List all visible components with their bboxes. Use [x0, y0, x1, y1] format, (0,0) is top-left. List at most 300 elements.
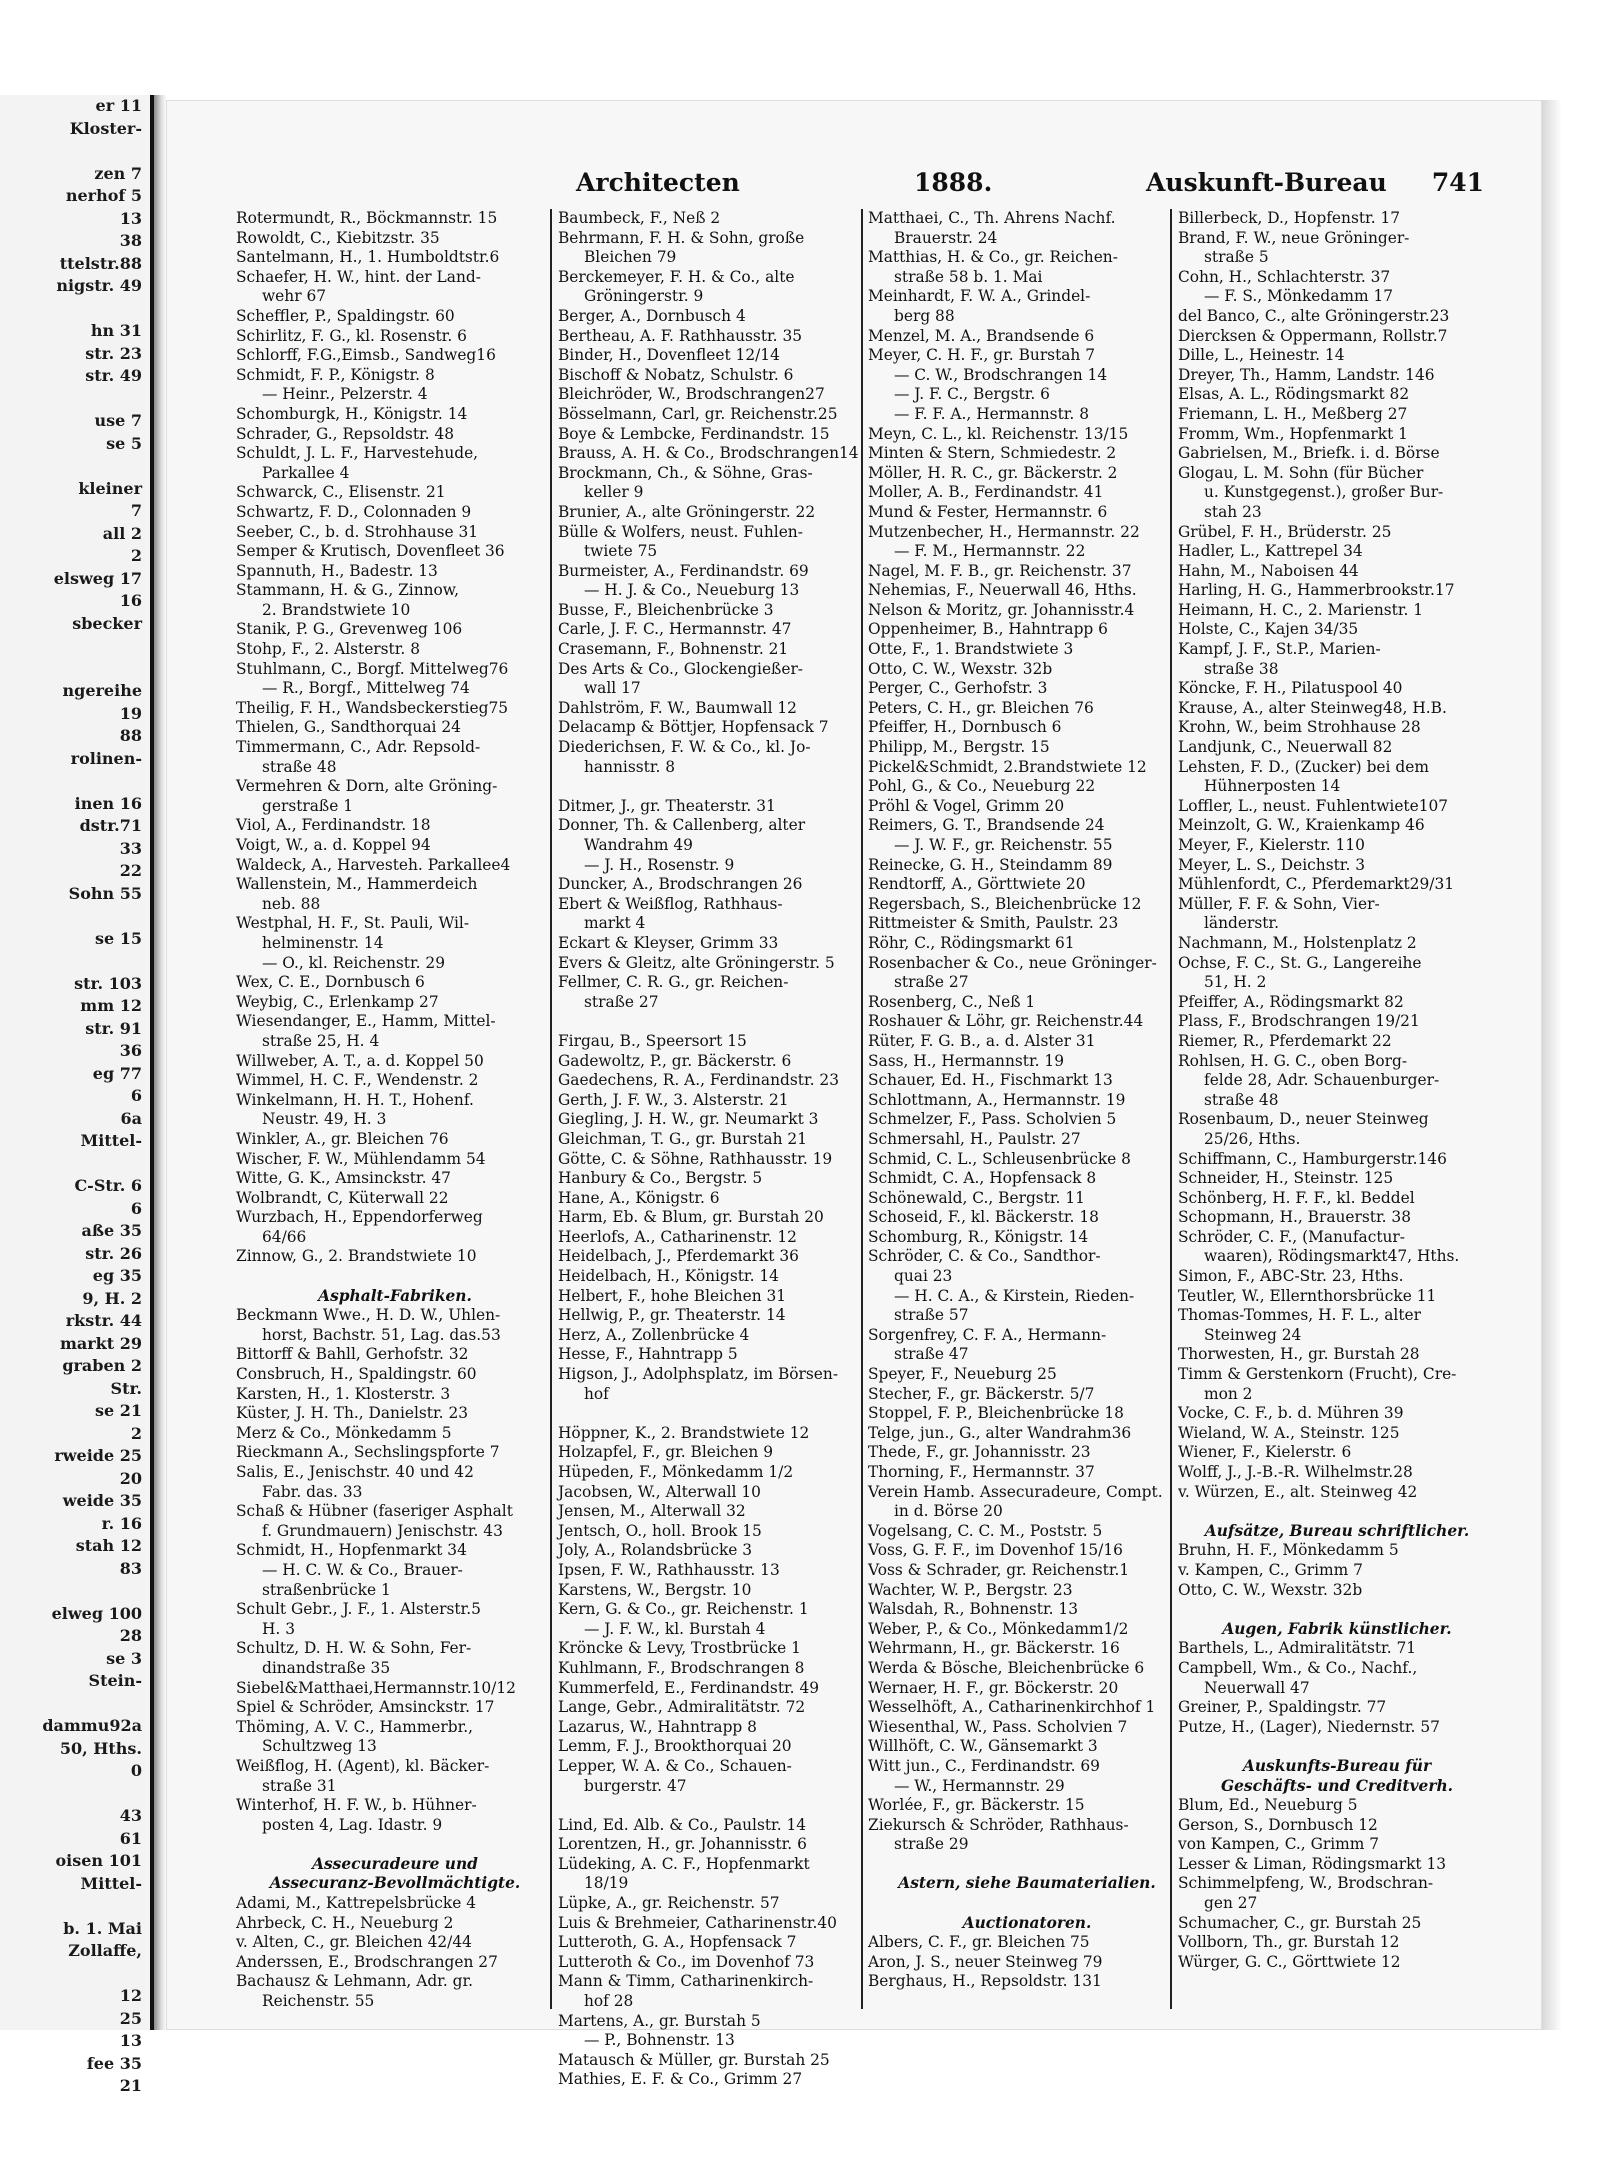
- left-page-fragment-line: dstr.71: [79, 816, 142, 835]
- left-page-fragment-line: all 2: [102, 523, 142, 543]
- directory-entry-line: Dreyer, Th., Hamm, Landstr. 146: [1178, 365, 1435, 384]
- directory-entry-line: Greiner, P., Spaldingstr. 77: [1178, 1698, 1387, 1717]
- directory-entry-line: Sass, H., Hermannstr. 19: [868, 1051, 1064, 1070]
- directory-entry-line: Berckemeyer, F. H. & Co., alte: [558, 267, 795, 286]
- directory-entry-line: Küster, J. H. Th., Danielstr. 23: [236, 1404, 469, 1423]
- directory-entry-line: Pickel&Schmidt, 2.Brandstwiete 12: [868, 757, 1147, 776]
- directory-entry-line: Thomas-Tommes, H. F. L., alter: [1178, 1306, 1421, 1325]
- directory-entry-line: Rotermundt, R., Böckmannstr. 15: [236, 209, 498, 227]
- directory-entry-line: hannisstr. 8: [584, 757, 676, 776]
- left-page-fragment-line: 20: [119, 1468, 142, 1488]
- directory-entry-line: Bertheau, A. F. Rathhausstr. 35: [558, 326, 803, 345]
- directory-entry-line: Santelmann, H., 1. Humboldtstr.6: [236, 248, 500, 267]
- directory-entry-line: Schumacher, C., gr. Burstah 25: [1178, 1913, 1422, 1932]
- directory-entry-line: Schröder, C. F., (Manufactur-: [1178, 1227, 1405, 1246]
- directory-entry-line: Rohlsen, H. G. C., oben Borg-: [1178, 1051, 1408, 1070]
- left-page-fragment-line: use 7: [94, 411, 142, 430]
- directory-entry-line: Müller, F. F. & Sohn, Vier-: [1178, 894, 1380, 913]
- left-page-fragment-line: 13: [119, 2031, 142, 2050]
- directory-entry-line: Heimann, H. C., 2. Marienstr. 1: [1178, 600, 1424, 619]
- directory-entry-line: Bösselmann, Carl, gr. Reichenstr.25: [558, 404, 838, 423]
- left-page-fragment-line: [0, 1153, 150, 1176]
- directory-entry-line: — P., Bohnenstr. 13: [584, 2031, 735, 2050]
- directory-entry-line: Salis, E., Jenischstr. 40 und 42: [236, 1463, 474, 1481]
- directory-entry-line: Mühlenfordt, C., Pferdemarkt29/31: [1178, 875, 1455, 894]
- directory-entry-line: Wischer, F. W., Mühlendamm 54: [236, 1149, 486, 1168]
- left-page-fragment-line: elweg 100: [51, 1603, 142, 1623]
- directory-entry-line: — R., Borgf., Mittelweg 74: [262, 679, 470, 698]
- left-page-fragment-line: aße 35: [81, 1221, 142, 1240]
- directory-entry-line: Rittmeister & Smith, Paulstr. 23: [868, 914, 1119, 933]
- left-page-fragment-line: oisen 101: [55, 1851, 142, 1870]
- column-4: [1178, 209, 1496, 1972]
- directory-entry-line: Schlorff, F.G.,Eimsb., Sandweg16: [236, 346, 496, 365]
- directory-entry-line: Otto, C. W., Wexstr. 32b: [868, 659, 1053, 678]
- directory-entry-line: Wandrahm 49: [584, 836, 693, 854]
- directory-entry-line: Gleichman, T. G., gr. Burstah 21: [558, 1129, 807, 1148]
- left-page-fragment-line: Zollaffe,: [68, 1941, 142, 1960]
- directory-entry-line: Wachter, W. P., Bergstr. 23: [868, 1580, 1073, 1599]
- left-page-fragment-line: 83: [119, 1558, 142, 1578]
- directory-entry-line: Gröningerstr. 9: [584, 287, 704, 306]
- directory-entry-line: Holzapfel, F., gr. Bleichen 9: [558, 1443, 774, 1462]
- left-page-fragment-line: kleiner: [78, 478, 142, 498]
- directory-entry-line: Hane, A., Königstr. 6: [558, 1188, 720, 1207]
- left-page-fragment-line: [0, 905, 150, 928]
- directory-entry-line: Spiel & Schröder, Amsinckstr. 17: [236, 1698, 495, 1717]
- directory-entry-line: Meinhardt, F. W. A., Grindel-: [868, 287, 1091, 306]
- directory-entry-line: straße 38: [1204, 659, 1279, 678]
- directory-entry-line: Glogau, L. M. Sohn (für Bücher: [1178, 463, 1424, 482]
- directory-entry-line: Schmidt, C. A., Hopfensack 8: [868, 1169, 1097, 1188]
- directory-entry-line: Karsten, H., 1. Klosterstr. 3: [236, 1384, 451, 1403]
- directory-entry-line: Ipsen, F. W., Rathhausstr. 13: [558, 1560, 780, 1579]
- directory-entry-line: straße 58 b. 1. Mai: [894, 267, 1043, 286]
- directory-entry-line: — C. W., Brodschrangen 14: [894, 365, 1108, 384]
- directory-entry-line: straßenbrücke 1: [262, 1580, 391, 1599]
- directory-entry-line: Moller, A. B., Ferdinandstr. 41: [868, 483, 1104, 502]
- directory-entry-line: Dille, L., Heinestr. 14: [1178, 346, 1345, 365]
- directory-entry-line: Lesser & Liman, Rödingsmarkt 13: [1178, 1854, 1447, 1873]
- left-page-fragment-line: se 15: [94, 928, 142, 948]
- directory-entry-line: Wurzbach, H., Eppendorferweg: [236, 1208, 483, 1227]
- directory-entry-line: berg 88: [894, 306, 955, 325]
- directory-entry-line: Busse, F., Bleichenbrücke 3: [558, 600, 774, 619]
- left-page-fragment-line: 50, Hths.: [59, 1738, 142, 1758]
- directory-entry-line: Fabr. das. 33: [262, 1482, 363, 1501]
- left-page-fragment-line: C-Str. 6: [74, 1176, 142, 1195]
- directory-entry-line: Kröncke & Levy, Trostbrücke 1: [558, 1639, 801, 1658]
- directory-entry-line: Lazarus, W., Hahntrapp 8: [558, 1717, 757, 1736]
- directory-entry-line: Weybig, C., Erlenkamp 27: [236, 992, 439, 1011]
- directory-entry-line: Ditmer, J., gr. Theaterstr. 31: [558, 796, 776, 815]
- directory-entry-line: Verein Hamb. Assecuradeure, Compt.: [868, 1482, 1163, 1501]
- left-page-fragment-line: weide 35: [62, 1491, 142, 1510]
- directory-entry-line: straße 27: [894, 973, 969, 992]
- directory-entry-line: Schauer, Ed. H., Fischmarkt 13: [868, 1071, 1113, 1090]
- directory-entry-line: Brunier, A., alte Gröningerstr. 22: [558, 502, 816, 521]
- left-page-fragment-line: [0, 950, 150, 973]
- directory-entry-line: [558, 777, 876, 797]
- left-page-fragment-line: [0, 1580, 150, 1603]
- column-3: [868, 209, 1186, 1992]
- left-page-fragment-line: mm 12: [80, 996, 142, 1015]
- column-1: [236, 209, 554, 2012]
- directory-entry-line: stah 23: [1204, 502, 1262, 521]
- directory-entry-line: Merz & Co., Mönkedamm 5: [236, 1423, 452, 1442]
- directory-entry-line: Burmeister, A., Ferdinandstr. 69: [558, 561, 809, 580]
- directory-entry-line: Telge, jun., G., alter Wandrahm36: [868, 1423, 1132, 1442]
- page-edge-right: [1542, 100, 1562, 2030]
- directory-entry-line: Friemann, L. H., Meßberg 27: [1178, 404, 1408, 423]
- directory-entry-line: Parkallee 4: [262, 463, 350, 482]
- directory-entry-line: — F. F. A., Hermannstr. 8: [894, 404, 1090, 423]
- directory-entry-line: Lange, Gebr., Admiralitätstr. 72: [558, 1698, 806, 1717]
- directory-entry-line: — J. H., Rosenstr. 9: [584, 855, 735, 874]
- directory-entry-line: Theilig, F. H., Wandsbeckerstieg75: [236, 698, 509, 717]
- directory-entry-line: Philipp, M., Bergstr. 15: [868, 738, 1050, 757]
- directory-entry-line: [868, 1894, 1186, 1914]
- directory-entry-line: Kummerfeld, E., Ferdinandstr. 49: [558, 1678, 820, 1697]
- directory-entry-line: Jacobsen, W., Alterwall 10: [558, 1482, 761, 1501]
- column-divider: [550, 209, 552, 2009]
- directory-entry-line: Winkler, A., gr. Bleichen 76: [236, 1129, 449, 1148]
- left-page-fragment-line: 6a: [120, 1108, 142, 1128]
- directory-entry-line: H. 3: [262, 1619, 295, 1638]
- left-page-fragment-line: 13: [119, 208, 142, 228]
- directory-entry-line: Scheffler, P., Spaldingstr. 60: [236, 306, 455, 325]
- left-page-fragment-line: [0, 455, 150, 478]
- directory-entry-line: Schuldt, J. L. F., Harvestehude,: [236, 444, 479, 463]
- directory-entry-line: Vollborn, Th., gr. Burstah 12: [1178, 1933, 1400, 1952]
- directory-entry-line: Schmidt, F. P., Königstr. 8: [236, 365, 435, 384]
- directory-entry-line: Adami, M., Kattrepelsbrücke 4: [236, 1894, 477, 1913]
- left-page-fragment-line: 6: [130, 1086, 142, 1105]
- left-page-fragment-line: 61: [119, 1828, 142, 1848]
- directory-entry-line: Matthias, H. & Co., gr. Reichen-: [868, 248, 1118, 267]
- left-page-fragment-line: 16: [119, 591, 142, 610]
- directory-entry-line: Giegling, J. H. W., gr. Neumarkt 3: [558, 1110, 819, 1129]
- directory-entry-line: Hahn, M., Naboisen 44: [1178, 561, 1359, 580]
- directory-entry-line: Cohn, H., Schlachterstr. 37: [1178, 267, 1391, 286]
- directory-entry-line: Simon, F., ABC-Str. 23, Hths.: [1178, 1267, 1404, 1286]
- directory-entry-line: straße 57: [894, 1306, 969, 1325]
- directory-entry-line: Barthels, L., Admiralitätstr. 71: [1178, 1639, 1417, 1658]
- directory-entry-line: Schiffmann, C., Hamburgerstr.146: [1178, 1149, 1447, 1168]
- directory-page: [166, 100, 1542, 2089]
- directory-entry-line: Walsdah, R., Bohnenstr. 13: [868, 1600, 1079, 1619]
- directory-entry-line: Behrmann, F. H. & Sohn, große: [558, 228, 805, 247]
- directory-entry-line: Gerth, J. F. W., 3. Alsterstr. 21: [558, 1090, 789, 1109]
- directory-entry-line: Bruhn, H. F., Mönkedamm 5: [1178, 1541, 1399, 1560]
- directory-entry-line: Waldeck, A., Harvesteh. Parkallee4: [236, 855, 511, 874]
- directory-entry-line: Schwarck, C., Elisenstr. 21: [236, 483, 446, 502]
- left-page-fragment-line: str. 103: [74, 973, 142, 993]
- directory-entry-line: Rosenbacher & Co., neue Gröninger-: [868, 953, 1157, 972]
- directory-entry-line: dinandstraße 35: [262, 1658, 391, 1677]
- directory-entry-line: Rowoldt, C., Kiebitzstr. 35: [236, 228, 440, 247]
- directory-entry-line: Hanbury & Co., Bergstr. 5: [558, 1169, 763, 1188]
- directory-entry-line: burgerstr. 47: [584, 1776, 687, 1795]
- section-heading: Auskunfts-Bureau für: [1242, 1756, 1432, 1775]
- directory-entry-line: straße 29: [894, 1835, 969, 1854]
- directory-entry-line: Lind, Ed. Alb. & Co., Paulstr. 14: [558, 1815, 807, 1834]
- directory-entry-line: Eckart & Kleyser, Grimm 33: [558, 933, 779, 952]
- directory-entry-line: Schultzweg 13: [262, 1737, 377, 1756]
- directory-entry-line: Thorning, F., Hermannstr. 37: [868, 1463, 1095, 1481]
- left-page-fragment-line: inen 16: [74, 793, 142, 813]
- section-heading: Asphalt-Fabriken.: [318, 1286, 472, 1305]
- directory-entry-line: Karstens, W., Bergstr. 10: [558, 1580, 752, 1599]
- directory-entry-line: Mund & Fester, Hermannstr. 6: [868, 502, 1108, 521]
- directory-entry-line: Lorentzen, H., gr. Johannisstr. 6: [558, 1835, 807, 1854]
- directory-entry-line: Brockmann, Ch., & Söhne, Gras-: [558, 463, 813, 482]
- directory-entry-line: Wiesenthal, W., Pass. Scholvien 7: [868, 1717, 1128, 1736]
- left-page-fragment-line: elsweg 17: [53, 568, 142, 588]
- directory-entry-line: Schomburg, R., Königstr. 14: [868, 1227, 1089, 1246]
- directory-entry-line: hof 28: [584, 1992, 634, 2011]
- directory-entry-line: Siebel&Matthaei,Hermannstr.10/12: [236, 1678, 516, 1697]
- left-page-fragment-line: 21: [119, 2076, 142, 2095]
- directory-entry-line: Billerbeck, D., Hopfenstr. 17: [1178, 209, 1401, 227]
- directory-entry-line: in d. Börse 20: [894, 1502, 1003, 1521]
- directory-entry-line: Pröhl & Vogel, Grimm 20: [868, 796, 1065, 815]
- directory-entry-line: Stohp, F., 2. Alsterstr. 8: [236, 640, 420, 659]
- column-divider: [861, 209, 863, 2009]
- directory-entry-line: — H. J. & Co., Neueburg 13: [584, 581, 800, 600]
- directory-entry-line: Winterhof, H. F. W., b. Hühner-: [236, 1796, 477, 1815]
- directory-entry-line: Wesselhöft, A., Catharinenkirchhof 1: [868, 1698, 1156, 1717]
- directory-entry-line: Holste, C., Kajen 34/35: [1178, 620, 1359, 639]
- directory-entry-line: Campbell, Wm., & Co., Nachf.,: [1178, 1658, 1418, 1677]
- directory-entry-line: quai 23: [894, 1267, 953, 1286]
- left-page-fragment-line: Stein-: [88, 1671, 142, 1690]
- directory-entry-line: Jensen, M., Alterwall 32: [558, 1502, 746, 1521]
- left-page-fragment-line: [0, 388, 150, 411]
- directory-entry-line: Wolbrandt, C, Küterwall 22: [236, 1188, 449, 1207]
- left-page-fragment-line: 88: [119, 726, 142, 745]
- section-heading: Geschäfts- und Creditverh.: [1220, 1776, 1454, 1795]
- directory-entry-line: Heidelbach, J., Pferdemarkt 36: [558, 1247, 799, 1266]
- directory-entry-line: Harm, Eb. & Blum, gr. Burstah 20: [558, 1208, 824, 1227]
- directory-entry-line: Schimmelpfeng, W., Brodschran-: [1178, 1874, 1434, 1893]
- page-number: 741: [1431, 168, 1484, 197]
- directory-entry-line: Landjunk, C., Neuerwall 82: [1178, 738, 1393, 757]
- directory-entry-line: Crasemann, F., Bohnenstr. 21: [558, 640, 789, 659]
- directory-entry-line: Menzel, M. A., Brandsende 6: [868, 326, 1095, 345]
- left-page-fragment-line: 33: [119, 838, 142, 858]
- directory-entry-line: Albers, C. F., gr. Bleichen 75: [868, 1933, 1090, 1952]
- directory-entry-line: Wiesendanger, E., Hamm, Mittel-: [236, 1012, 496, 1031]
- directory-entry-line: — H. C. A., & Kirstein, Rieden-: [894, 1286, 1135, 1305]
- left-page-fragment-line: Kloster-: [69, 118, 142, 138]
- directory-entry-line: Reichenstr. 55: [262, 1992, 375, 2011]
- directory-entry-line: Meyer, C. H. F., gr. Burstah 7: [868, 346, 1096, 365]
- directory-entry-line: länderstr.: [1204, 914, 1279, 933]
- directory-entry-line: Putze, H., (Lager), Niedernstr. 57: [1178, 1717, 1440, 1736]
- directory-entry-line: Lepper, W. A. & Co., Schauen-: [558, 1756, 792, 1775]
- directory-entry-line: Lüdeking, A. C. F., Hopfenmarkt: [558, 1854, 810, 1873]
- left-page-fragment-line: 22: [119, 861, 142, 880]
- directory-entry-line: Stuhlmann, C., Borgf. Mittelweg76: [236, 659, 509, 678]
- directory-entry-line: keller 9: [584, 483, 644, 502]
- directory-entry-line: Schmid, C. L., Schleusenbrücke 8: [868, 1149, 1131, 1168]
- directory-entry-line: Schlottmann, A., Hermannstr. 19: [868, 1090, 1126, 1109]
- directory-entry-line: Helbert, F., hohe Bleichen 31: [558, 1286, 787, 1305]
- directory-entry-line: Schwartz, F. D., Colonnaden 9: [236, 502, 472, 521]
- book-gutter: [154, 95, 166, 2030]
- directory-entry-line: [1178, 1737, 1496, 1757]
- directory-entry-line: Schult Gebr., J. F., 1. Alsterstr.5: [236, 1600, 481, 1619]
- left-page-fragment-line: b. 1. Mai: [63, 1918, 142, 1938]
- directory-entry-line: Schönberg, H. F. F., kl. Beddel: [1178, 1188, 1415, 1207]
- directory-entry-line: Gabrielsen, M., Briefk. i. d. Börse: [1178, 444, 1440, 463]
- directory-entry-line: Schirlitz, F. G., kl. Rosenstr. 6: [236, 326, 467, 345]
- directory-entry-line: Schröder, C. & Co., Sandthor-: [868, 1247, 1101, 1266]
- directory-entry-line: Seeber, C., b. d. Strohhause 31: [236, 522, 479, 541]
- directory-entry-line: Pfeiffer, H., Dornbusch 6: [868, 718, 1062, 737]
- left-page-fragment-line: str. 91: [85, 1018, 142, 1038]
- directory-entry-line: Higson, J., Adolphsplatz, im Börsen-: [558, 1365, 839, 1384]
- left-page-fragment-line: [0, 658, 150, 681]
- directory-entry-line: Gadewoltz, P., gr. Bäckerstr. 6: [558, 1051, 792, 1070]
- left-page-fragment-line: [0, 635, 150, 658]
- directory-entry-line: del Banco, C., alte Gröningerstr.23: [1178, 306, 1450, 325]
- directory-entry-line: Speyer, F., Neueburg 25: [868, 1365, 1057, 1384]
- directory-entry-line: Jentsch, O., holl. Brook 15: [558, 1521, 762, 1540]
- directory-entry-line: Evers & Gleitz, alte Gröningerstr. 5: [558, 953, 835, 972]
- directory-entry-line: Regersbach, S., Bleichenbrücke 12: [868, 894, 1142, 913]
- directory-entry-line: Lemm, F. J., Brookthorquai 20: [558, 1737, 792, 1756]
- directory-entry-line: Luis & Brehmeier, Catharinenstr.40: [558, 1913, 837, 1932]
- directory-entry-line: Reimers, G. T., Brandsende 24: [868, 816, 1105, 835]
- directory-entry-line: Möller, H. R. C., gr. Bäckerstr. 2: [868, 463, 1118, 482]
- directory-entry-line: Nehemias, F., Neuerwall 46, Hths.: [868, 581, 1137, 600]
- directory-entry-line: Reinecke, G. H., Steindamm 89: [868, 855, 1113, 874]
- directory-entry-line: Meyn, C. L., kl. Reichenstr. 13/15: [868, 424, 1129, 443]
- directory-entry-line: 2. Brandstwiete 10: [262, 600, 411, 619]
- directory-entry-line: Schmelzer, F., Pass. Scholvien 5: [868, 1110, 1117, 1129]
- directory-entry-line: Brand, F. W., neue Gröninger-: [1178, 228, 1410, 247]
- directory-entry-line: Voss, G. F. F., im Dovenhof 15/16: [868, 1541, 1123, 1560]
- directory-entry-line: — Heinr., Pelzerstr. 4: [262, 385, 428, 404]
- left-page-fragment-line: dammu92a: [42, 1716, 142, 1735]
- directory-entry-line: Hadler, L., Kattrepel 34: [1178, 542, 1363, 561]
- directory-entry-line: Krohn, W., beim Strohhause 28: [1178, 718, 1421, 737]
- directory-entry-line: Wallenstein, M., Hammerdeich: [236, 875, 478, 894]
- left-page-fragment-line: Mittel-: [80, 1131, 142, 1150]
- left-page-fragment-line: nigstr. 49: [56, 276, 142, 295]
- directory-entry-line: felde 28, Adr. Schauenburger-: [1204, 1071, 1440, 1090]
- directory-entry-line: Lüpke, A., gr. Reichenstr. 57: [558, 1894, 780, 1913]
- directory-entry-line: posten 4, Lag. Idastr. 9: [262, 1815, 443, 1834]
- directory-entry-line: u. Kunstgegenst.), großer Bur-: [1204, 483, 1444, 502]
- directory-entry-line: Vogelsang, C. C. M., Poststr. 5: [868, 1521, 1103, 1540]
- directory-entry-line: Bischoff & Nobatz, Schulstr. 6: [558, 365, 794, 384]
- directory-entry-line: straße 48: [1204, 1090, 1279, 1109]
- left-page-fragment-line: ngereihe: [62, 681, 142, 700]
- left-page-fragment-line: Mittel-: [80, 1873, 142, 1893]
- directory-entry-line: neb. 88: [262, 894, 321, 913]
- directory-entry-line: Bülle & Wolfers, neust. Fuhlen-: [558, 522, 803, 541]
- directory-entry-line: Vocke, C. F., b. d. Mühren 39: [1178, 1404, 1404, 1423]
- directory-entry-line: Schneider, H., Steinstr. 125: [1178, 1169, 1394, 1188]
- directory-entry-line: Götte, C. & Söhne, Rathhausstr. 19: [558, 1149, 833, 1168]
- directory-entry-line: Otte, F., 1. Brandstwiete 3: [868, 640, 1074, 659]
- directory-entry-line: Krause, A., alter Steinweg48, H.B.: [1178, 698, 1447, 717]
- left-page-fragment-line: 25: [119, 2008, 142, 2028]
- directory-entry-line: Donner, Th. & Callenberg, alter: [558, 816, 806, 835]
- section-heading: Aufsätze, Bureau schriftlicher.: [1204, 1521, 1470, 1540]
- directory-entry-line: Kampf, J. F., St.P., Marien-: [1178, 640, 1381, 659]
- directory-entry-line: Willweber, A. T., a. d. Koppel 50: [236, 1051, 484, 1070]
- directory-entry-line: Oppenheimer, B., Hahntrapp 6: [868, 620, 1108, 639]
- section-heading: Augen, Fabrik künstlicher.: [1222, 1619, 1452, 1638]
- left-page-fragment-line: 0: [130, 1761, 142, 1780]
- left-page-fragment-line: markt 29: [59, 1333, 142, 1353]
- directory-entry-line: f. Grundmauern) Jenischstr. 43: [262, 1521, 503, 1540]
- directory-entry-line: Nachmann, M., Holstenplatz 2: [1178, 933, 1417, 952]
- directory-entry-line: Nagel, M. F. B., gr. Reichenstr. 37: [868, 561, 1132, 580]
- left-page-edge: [0, 95, 154, 2095]
- directory-entry-line: Carle, J. F. C., Hermannstr. 47: [558, 620, 792, 639]
- directory-entry-line: Berger, A., Dornbusch 4: [558, 306, 746, 325]
- directory-entry-line: Witte, G. K., Amsinckstr. 47: [236, 1169, 451, 1188]
- directory-entry-line: Schaefer, H. W., hint. der Land-: [236, 267, 481, 286]
- section-heading: Auctionatoren.: [962, 1913, 1092, 1932]
- directory-entry-line: [1178, 1502, 1496, 1522]
- directory-entry-line: Riemer, R., Pferdemarkt 22: [1178, 1031, 1392, 1050]
- directory-entry-line: — F. M., Hermannstr. 22: [894, 542, 1086, 561]
- directory-entry-line: Meyer, F., Kielerstr. 110: [1178, 836, 1365, 854]
- directory-entry-line: [558, 1404, 876, 1424]
- directory-entry-line: Schopmann, H., Brauerstr. 38: [1178, 1208, 1412, 1227]
- directory-entry-line: wall 17: [584, 679, 641, 698]
- directory-entry-line: hof: [584, 1384, 609, 1403]
- directory-entry-line: Stanik, P. G., Grevenweg 106: [236, 620, 463, 639]
- directory-entry-line: Wehrmann, H., gr. Bäckerstr. 16: [868, 1639, 1120, 1658]
- left-page-fragment-line: fee 35: [86, 2053, 142, 2073]
- directory-entry-line: 18/19: [584, 1874, 629, 1893]
- directory-entry-line: waaren), Rödingsmarkt47, Hths.: [1204, 1247, 1460, 1266]
- left-page-fragment-line: rkstr. 44: [65, 1311, 142, 1330]
- left-page-fragment-line: str. 49: [85, 366, 142, 385]
- directory-entry-line: [1178, 1600, 1496, 1620]
- left-page-fragment-line: eg 77: [92, 1063, 142, 1083]
- directory-entry-line: [236, 1835, 554, 1855]
- left-page-fragment-line: [0, 1895, 150, 1918]
- left-page-fragment-line: 2: [130, 546, 142, 565]
- header-year: 1888.: [914, 168, 993, 197]
- directory-entry-line: Schomburgk, H., Königstr. 14: [236, 404, 468, 423]
- directory-entry-line: von Kampen, C., Grimm 7: [1178, 1835, 1380, 1854]
- directory-entry-line: Bachausz & Lehmann, Adr. gr.: [236, 1972, 474, 1991]
- directory-entry-line: Hühnerposten 14: [1204, 777, 1341, 796]
- left-page-fragment-line: 9, H. 2: [82, 1288, 142, 1308]
- directory-entry-line: Timmermann, C., Adr. Repsold-: [236, 738, 481, 757]
- directory-entry-line: straße 48: [262, 757, 337, 776]
- directory-entry-line: [558, 1012, 876, 1032]
- directory-entry-line: Delacamp & Böttjer, Hopfensack 7: [558, 718, 829, 737]
- left-page-fragment-line: eg 35: [92, 1266, 142, 1285]
- directory-entry-line: Sorgenfrey, C. F. A., Hermann-: [868, 1325, 1107, 1344]
- column-divider: [1170, 209, 1172, 2009]
- directory-entry-line: Elsas, A. L., Rödingsmarkt 82: [1178, 385, 1410, 404]
- directory-entry-line: Würger, G. C., Görttwiete 12: [1178, 1952, 1401, 1971]
- directory-entry-line: Ochse, F. C., St. G., Langereihe: [1178, 953, 1422, 972]
- directory-entry-line: Binder, H., Dovenfleet 12/14: [558, 346, 780, 365]
- directory-entry-line: Westphal, H. F., St. Pauli, Wil-: [236, 914, 470, 933]
